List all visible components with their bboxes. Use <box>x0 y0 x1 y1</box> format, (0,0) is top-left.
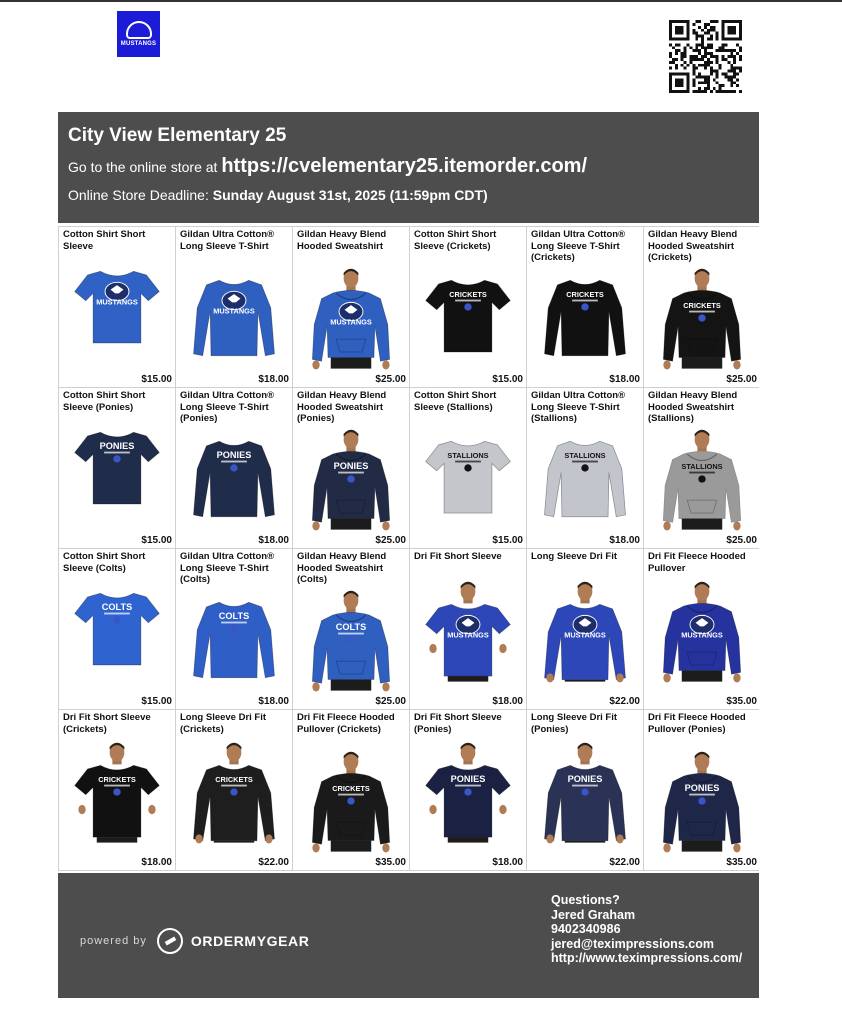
product-card[interactable] <box>527 710 643 870</box>
contact-title: Questions? <box>551 893 620 907</box>
product-name: Gildan Ultra Cotton® Long Sleeve T-Shirt (Ponies) <box>180 390 275 424</box>
mustangs-logo <box>117 11 160 57</box>
svg-text:MUSTANGS: MUSTANGS <box>564 630 606 640</box>
powered-by-text: powered by <box>80 935 147 947</box>
svg-text:STALLIONS: STALLIONS <box>447 450 489 460</box>
logo-text: MUSTANGS <box>120 41 157 47</box>
longsleeve-garment-icon <box>188 426 280 532</box>
horse-emblem-icon <box>126 21 152 39</box>
store-url-link[interactable]: https://cvelementary25.itemorder.com/ <box>221 155 588 177</box>
hoodie-garment-icon <box>305 748 397 854</box>
contact-website[interactable]: http://www.teximpressions.com/ <box>551 951 743 965</box>
hoodie-garment-icon <box>656 426 748 532</box>
deadline-label: Online Store Deadline: <box>68 187 209 203</box>
contact-phone[interactable]: 9402340986 <box>551 922 621 936</box>
longsleeve-garment-icon <box>539 577 631 685</box>
product-card[interactable] <box>410 227 526 387</box>
svg-text:COLTS: COLTS <box>335 621 367 632</box>
store-header <box>58 112 759 223</box>
product-price: $18.00 <box>609 535 640 546</box>
svg-text:PONIES: PONIES <box>450 773 486 784</box>
hoodie-garment-icon <box>305 426 397 532</box>
svg-text:MUSTANGS: MUSTANGS <box>213 306 255 316</box>
hoodie-garment-icon <box>656 265 748 371</box>
svg-text:CRICKETS: CRICKETS <box>566 289 604 299</box>
product-card[interactable] <box>410 388 526 548</box>
product-price: $25.00 <box>375 374 406 385</box>
product-card[interactable] <box>59 388 175 548</box>
product-price: $25.00 <box>375 535 406 546</box>
product-price: $15.00 <box>492 535 523 546</box>
product-name: Gildan Heavy Blend Hooded Sweatshirt (Stallions) <box>648 390 738 424</box>
product-name: Dri Fit Fleece Hooded Pullover (Crickets) <box>297 712 395 735</box>
product-price: $15.00 <box>141 535 172 546</box>
qr-code-icon[interactable] <box>669 20 742 93</box>
product-card[interactable] <box>527 388 643 548</box>
product-price: $18.00 <box>258 374 289 385</box>
product-name: Gildan Heavy Blend Hooded Sweatshirt (Colts) <box>297 551 387 585</box>
product-name: Long Sleeve Dri Fit (Crickets) <box>180 712 267 735</box>
product-name: Gildan Heavy Blend Hooded Sweatshirt (Crickets) <box>648 229 738 263</box>
svg-text:PONIES: PONIES <box>684 782 720 793</box>
deadline-line <box>68 185 749 205</box>
product-card[interactable] <box>410 710 526 870</box>
product-card[interactable] <box>59 549 175 709</box>
contact-email[interactable]: jered@teximpressions.com <box>551 936 714 951</box>
product-name: Cotton Shirt Short Sleeve (Crickets) <box>414 229 497 252</box>
product-card[interactable] <box>644 710 760 870</box>
product-name: Gildan Ultra Cotton® Long Sleeve T-Shirt <box>180 229 275 252</box>
deadline-value: Sunday August 31st, 2025 (11:59pm CDT) <box>212 187 488 203</box>
hoodie-garment-icon <box>305 587 397 693</box>
product-name: Cotton Shirt Short Sleeve (Ponies) <box>63 390 146 413</box>
product-price: $25.00 <box>375 696 406 707</box>
product-price: $22.00 <box>609 857 640 868</box>
longsleeve-garment-icon <box>539 426 631 532</box>
footer <box>58 873 759 998</box>
hoodie-garment-icon <box>656 748 748 854</box>
svg-text:COLTS: COLTS <box>101 601 133 612</box>
product-card[interactable] <box>59 710 175 870</box>
product-name: Long Sleeve Dri Fit (Ponies) <box>531 712 618 735</box>
product-price: $18.00 <box>258 696 289 707</box>
product-name: Dri Fit Short Sleeve (Crickets) <box>63 712 151 735</box>
tee-garment-icon <box>422 265 514 371</box>
tee-garment-icon <box>71 577 163 685</box>
contact-name: Jered Graham <box>551 907 636 922</box>
product-name: Gildan Heavy Blend Hooded Sweatshirt <box>297 229 387 252</box>
contact-info <box>551 893 742 966</box>
powered-by[interactable] <box>80 928 309 954</box>
product-name: Gildan Ultra Cotton® Long Sleeve T-Shirt (Crickets) <box>531 229 626 263</box>
product-price: $35.00 <box>375 857 406 868</box>
longsleeve-garment-icon <box>188 265 280 371</box>
product-price: $18.00 <box>258 535 289 546</box>
svg-text:PONIES: PONIES <box>333 460 369 471</box>
product-name: Dri Fit Fleece Hooded Pullover <box>648 551 746 574</box>
product-name: Long Sleeve Dri Fit <box>531 551 618 562</box>
svg-text:MUSTANGS: MUSTANGS <box>447 630 489 640</box>
svg-text:PONIES: PONIES <box>567 773 603 784</box>
product-card[interactable] <box>176 710 292 870</box>
product-price: $15.00 <box>141 374 172 385</box>
product-name: Cotton Shirt Short Sleeve <box>63 229 146 252</box>
ordermygear-runner-icon <box>157 928 183 954</box>
product-card[interactable] <box>527 227 643 387</box>
svg-text:CRICKETS: CRICKETS <box>215 774 253 784</box>
longsleeve-garment-icon <box>539 265 631 371</box>
product-card[interactable] <box>410 549 526 709</box>
svg-text:CRICKETS: CRICKETS <box>98 774 136 784</box>
tee-garment-icon <box>422 738 514 846</box>
product-name: Gildan Ultra Cotton® Long Sleeve T-Shirt (Stallions) <box>531 390 626 424</box>
tee-garment-icon <box>71 255 163 363</box>
svg-text:CRICKETS: CRICKETS <box>683 300 721 310</box>
store-line <box>68 154 749 179</box>
product-name: Gildan Ultra Cotton® Long Sleeve T-Shirt (Colts) <box>180 551 275 585</box>
svg-text:MUSTANGS: MUSTANGS <box>330 317 372 327</box>
svg-text:STALLIONS: STALLIONS <box>681 461 723 471</box>
longsleeve-garment-icon <box>188 738 280 846</box>
product-price: $18.00 <box>492 696 523 707</box>
svg-text:COLTS: COLTS <box>218 610 250 621</box>
tee-garment-icon <box>422 426 514 532</box>
product-card[interactable] <box>176 388 292 548</box>
product-price: $25.00 <box>726 535 757 546</box>
product-card[interactable] <box>176 227 292 387</box>
product-card[interactable] <box>644 549 760 709</box>
longsleeve-garment-icon <box>539 738 631 846</box>
svg-text:MUSTANGS: MUSTANGS <box>681 630 723 640</box>
product-price: $18.00 <box>609 374 640 385</box>
product-name: Dri Fit Fleece Hooded Pullover (Ponies) <box>648 712 746 735</box>
product-price: $22.00 <box>258 857 289 868</box>
product-name: Dri Fit Short Sleeve <box>414 551 502 562</box>
tee-garment-icon <box>71 416 163 524</box>
product-card[interactable] <box>293 388 409 548</box>
product-price: $25.00 <box>726 374 757 385</box>
product-card[interactable] <box>176 549 292 709</box>
product-card[interactable] <box>293 710 409 870</box>
tee-garment-icon <box>71 738 163 846</box>
product-card[interactable] <box>293 549 409 709</box>
product-name: Cotton Shirt Short Sleeve (Stallions) <box>414 390 497 413</box>
product-price: $18.00 <box>492 857 523 868</box>
product-card[interactable] <box>644 388 760 548</box>
product-price: $35.00 <box>726 696 757 707</box>
product-card[interactable] <box>644 227 760 387</box>
product-price: $15.00 <box>492 374 523 385</box>
svg-text:CRICKETS: CRICKETS <box>449 289 487 299</box>
product-price: $18.00 <box>141 857 172 868</box>
tee-garment-icon <box>422 577 514 685</box>
product-price: $15.00 <box>141 696 172 707</box>
product-name: Cotton Shirt Short Sleeve (Colts) <box>63 551 146 574</box>
product-price: $22.00 <box>609 696 640 707</box>
longsleeve-garment-icon <box>188 587 280 693</box>
school-title: City View Elementary 25 <box>68 125 287 146</box>
svg-text:STALLIONS: STALLIONS <box>564 450 606 460</box>
product-card[interactable] <box>527 549 643 709</box>
store-prefix: Go to the online store at <box>68 159 218 175</box>
product-card[interactable] <box>293 227 409 387</box>
product-price: $35.00 <box>726 857 757 868</box>
product-name: Gildan Heavy Blend Hooded Sweatshirt (Ponies) <box>297 390 387 424</box>
product-name: Dri Fit Short Sleeve (Ponies) <box>414 712 502 735</box>
hoodie-garment-icon <box>656 577 748 685</box>
hoodie-garment-icon <box>305 265 397 371</box>
product-card[interactable] <box>59 227 175 387</box>
product-grid <box>58 226 759 871</box>
ordermygear-brand: ORDERMYGEAR <box>190 933 310 949</box>
svg-text:CRICKETS: CRICKETS <box>332 783 370 793</box>
top-rule <box>0 0 842 2</box>
svg-text:PONIES: PONIES <box>99 440 135 451</box>
svg-text:PONIES: PONIES <box>216 449 252 460</box>
svg-text:MUSTANGS: MUSTANGS <box>96 297 138 307</box>
